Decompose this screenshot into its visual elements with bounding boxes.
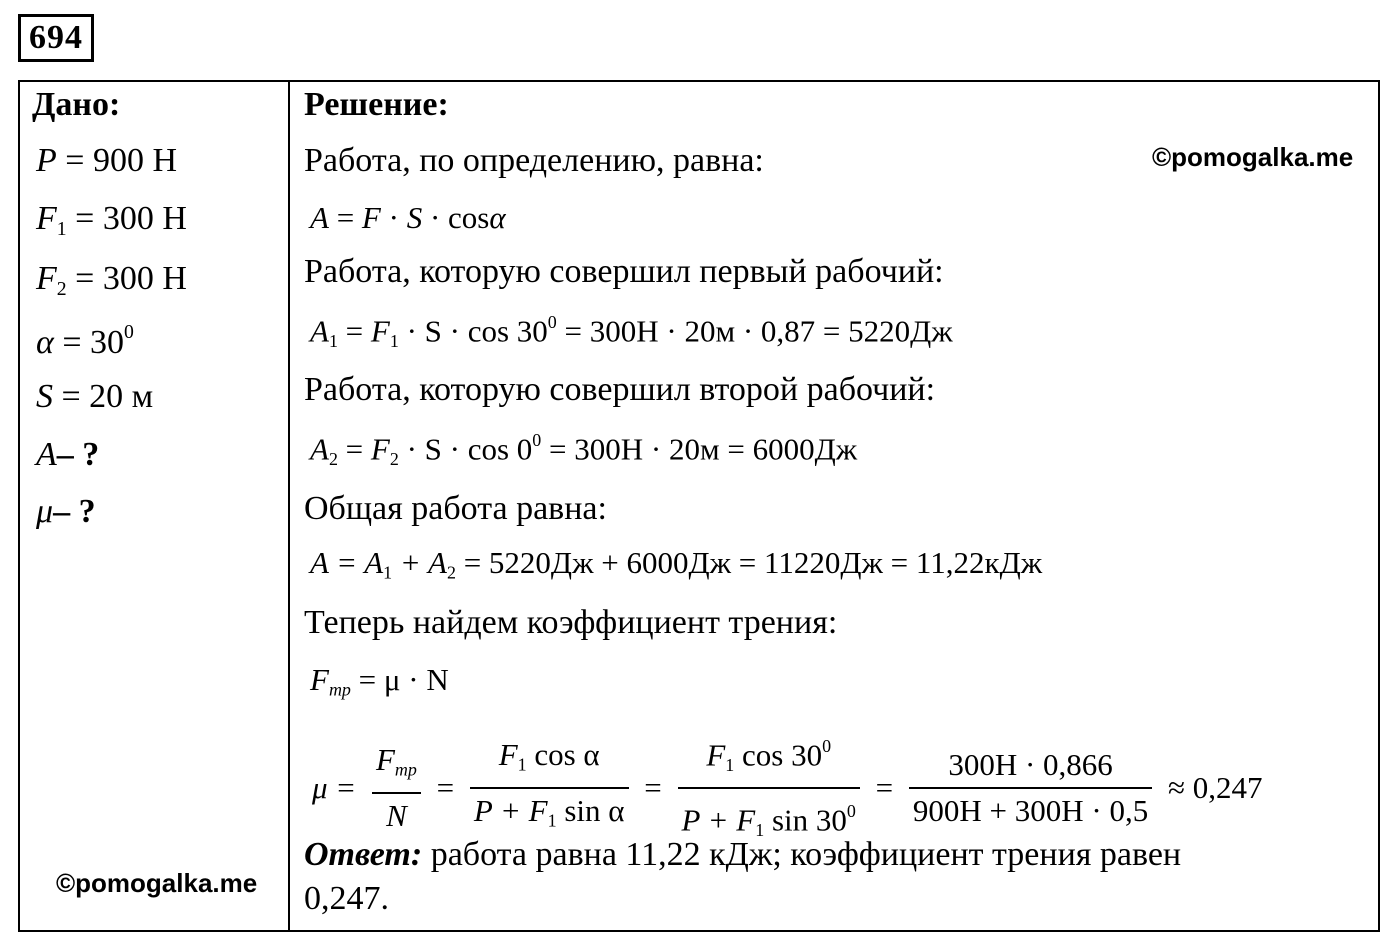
watermark-bottom: ©pomogalka.me bbox=[56, 868, 258, 898]
given-row: S = 20 м bbox=[36, 378, 154, 415]
answer-line-2: 0,247. bbox=[304, 880, 389, 917]
given-row: $F_1 = 300$ Н bbox=[36, 200, 187, 240]
friction-text: Теперь найдем коэффициент трения: bbox=[304, 604, 838, 641]
second-worker-equation: $A_2 = F_2 \cdot S \cdot \cos 0^0 = 300Н \cdot 20м = 6000Дж$ bbox=[310, 430, 858, 469]
given-row: μ– ? bbox=[36, 493, 96, 530]
given-row: $\alpha = 30^0$ bbox=[36, 321, 134, 361]
total-work-text: Общая работа равна: bbox=[304, 490, 607, 527]
friction-coefficient-equation: μ = $\frac{F_{тр}}{N}$ = $\frac{F_1 \cos \alpha}{P + F_1 \sin \alpha}$ = $\frac{F_1 \cos 30^0}{P + F_1 \sin 30^0}$ = $\frac{300Н \cdot 0,866}{900Н + 300Н \cdot 0,5}$ ≈ 0,247 bbox=[308, 724, 1266, 852]
fraction-numeric: $\frac{300Н \cdot 0,866}{900Н + 300Н \cdot 0,5}$ bbox=[909, 743, 1152, 833]
fraction-general: $\frac{F_1 \cos \alpha}{P + F_1 \sin \alpha}$ bbox=[470, 733, 629, 842]
answer-line-1: Ответ: работа равна 11,22 кДж; коэффициент трения равен bbox=[304, 836, 1182, 873]
given-row: A– ? bbox=[36, 436, 100, 473]
fraction-angle: $\frac{F_1 \cos 30^0}{P + F_1 \sin 30^0}$ bbox=[678, 724, 860, 852]
given-row: P = 900 Н bbox=[36, 142, 178, 179]
solution-header: Решение: bbox=[304, 86, 449, 123]
friction-force-equation: $F_{тр} = \mu \cdot N$ bbox=[310, 662, 449, 700]
fraction-ftr-n: $\frac{F_{тр}}{N}$ bbox=[372, 738, 421, 837]
watermark-top: ©pomogalka.me bbox=[1152, 142, 1354, 172]
given-header: Дано: bbox=[32, 86, 121, 123]
second-worker-text: Работа, которую совершил второй рабочий: bbox=[304, 371, 936, 408]
first-worker-equation: $A_1 = F_1 \cdot S \cdot \cos 30^0 = 300Н \cdot 20м \cdot 0,87 = 5220Дж$ bbox=[310, 312, 953, 351]
total-work-equation: $A = A_1 + A_2 = 5220Дж + 6000Дж = 11220Дж = 11,22кДж$ bbox=[310, 545, 1043, 583]
work-definition-text: Работа, по определению, равна: bbox=[304, 142, 764, 179]
problem-number: 694 bbox=[18, 14, 94, 62]
first-worker-text: Работа, которую совершил первый рабочий: bbox=[304, 253, 944, 290]
column-divider bbox=[288, 80, 290, 932]
work-formula: A = F · S · cosα bbox=[310, 200, 506, 235]
given-row: $F_2 = 300$ Н bbox=[36, 260, 187, 300]
